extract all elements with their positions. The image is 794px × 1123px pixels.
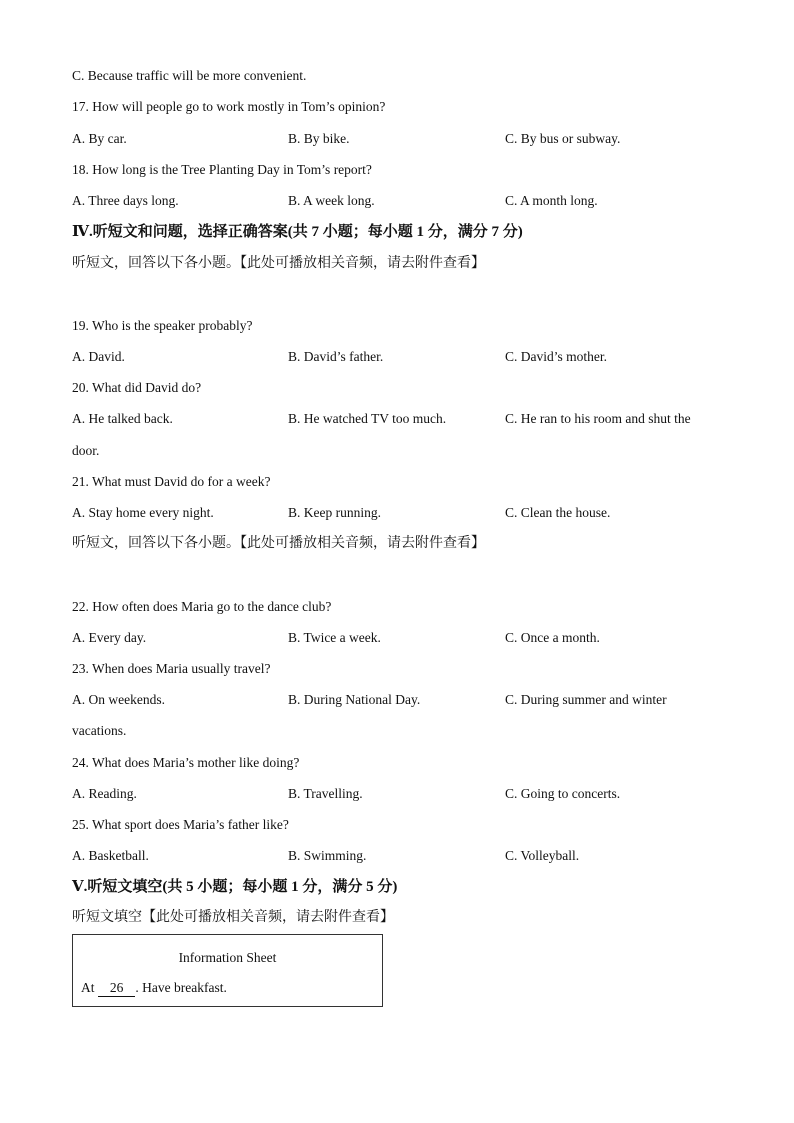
q21-option-a: A. Stay home every night. — [72, 505, 214, 520]
instruction-3: 听短文填空【此处可播放相关音频，请去附件查看】 — [72, 910, 394, 925]
q20-option-c-continued: door. — [72, 443, 100, 458]
question-19: 19. Who is the speaker probably? — [72, 318, 253, 333]
question-24: 24. What does Maria’s mother like doing? — [72, 755, 300, 770]
q20-option-b: B. He watched TV too much. — [288, 411, 447, 426]
q21-option-b: B. Keep running. — [288, 505, 381, 520]
q21-option-c: C. Clean the house. — [505, 505, 611, 520]
row-suffix: . Have breakfast. — [135, 980, 227, 995]
q19-option-a: A. David. — [72, 349, 125, 364]
q18-option-c: C. A month long. — [505, 193, 598, 208]
q17-option-a: A. By car. — [72, 131, 127, 146]
q24-option-b: B. Travelling. — [288, 786, 363, 801]
question-22: 22. How often does Maria go to the dance club? — [72, 599, 332, 614]
q16-option-c: C. Because traffic will be more convenient. — [72, 68, 307, 83]
q25-option-c: C. Volleyball. — [505, 848, 580, 863]
information-sheet-row — [81, 979, 227, 997]
information-sheet-table — [72, 934, 383, 1007]
question-21: 21. What must David do for a week? — [72, 474, 271, 489]
row-prefix: At — [81, 980, 95, 995]
question-23: 23. When does Maria usually travel? — [72, 661, 271, 676]
section-5-heading: Ⅴ.听短文填空(共 5 小题；每小题 1 分，满分 5 分) — [72, 879, 398, 895]
q25-option-b: B. Swimming. — [288, 848, 367, 863]
q25-option-a: A. Basketball. — [72, 848, 149, 863]
instruction-2: 听短文，回答以下各小题。【此处可播放相关音频，请去附件查看】 — [72, 536, 485, 551]
q23-option-a: A. On weekends. — [72, 692, 165, 707]
q22-option-b: B. Twice a week. — [288, 630, 381, 645]
section-4-heading: Ⅳ.听短文和问题，选择正确答案(共 7 小题；每小题 1 分，满分 7 分) — [72, 224, 523, 240]
q18-option-b: B. A week long. — [288, 193, 375, 208]
information-sheet-title: Information Sheet — [178, 950, 277, 965]
q23-option-b: B. During National Day. — [288, 692, 421, 707]
q17-option-b: B. By bike. — [288, 131, 350, 146]
q22-option-a: A. Every day. — [72, 630, 147, 645]
q24-option-a: A. Reading. — [72, 786, 137, 801]
question-17: 17. How will people go to work mostly in Tom’s opinion? — [72, 99, 386, 114]
q23-option-c: C. During summer and winter — [505, 692, 667, 707]
q18-option-a: A. Three days long. — [72, 193, 179, 208]
question-20: 20. What did David do? — [72, 380, 202, 395]
question-25: 25. What sport does Maria’s father like? — [72, 817, 289, 832]
q19-option-b: B. David’s father. — [288, 349, 384, 364]
q24-option-c: C. Going to concerts. — [505, 786, 621, 801]
q20-option-a: A. He talked back. — [72, 411, 173, 426]
instruction-1: 听短文，回答以下各小题。【此处可播放相关音频，请去附件查看】 — [72, 256, 485, 271]
q20-option-c: C. He ran to his room and shut the — [505, 411, 691, 426]
q17-option-c: C. By bus or subway. — [505, 131, 621, 146]
question-18: 18. How long is the Tree Planting Day in Tom’s report? — [72, 162, 372, 177]
q23-option-c-continued: vacations. — [72, 723, 127, 738]
blank-26: 26 — [98, 980, 136, 997]
q22-option-c: C. Once a month. — [505, 630, 600, 645]
q19-option-c: C. David’s mother. — [505, 349, 607, 364]
